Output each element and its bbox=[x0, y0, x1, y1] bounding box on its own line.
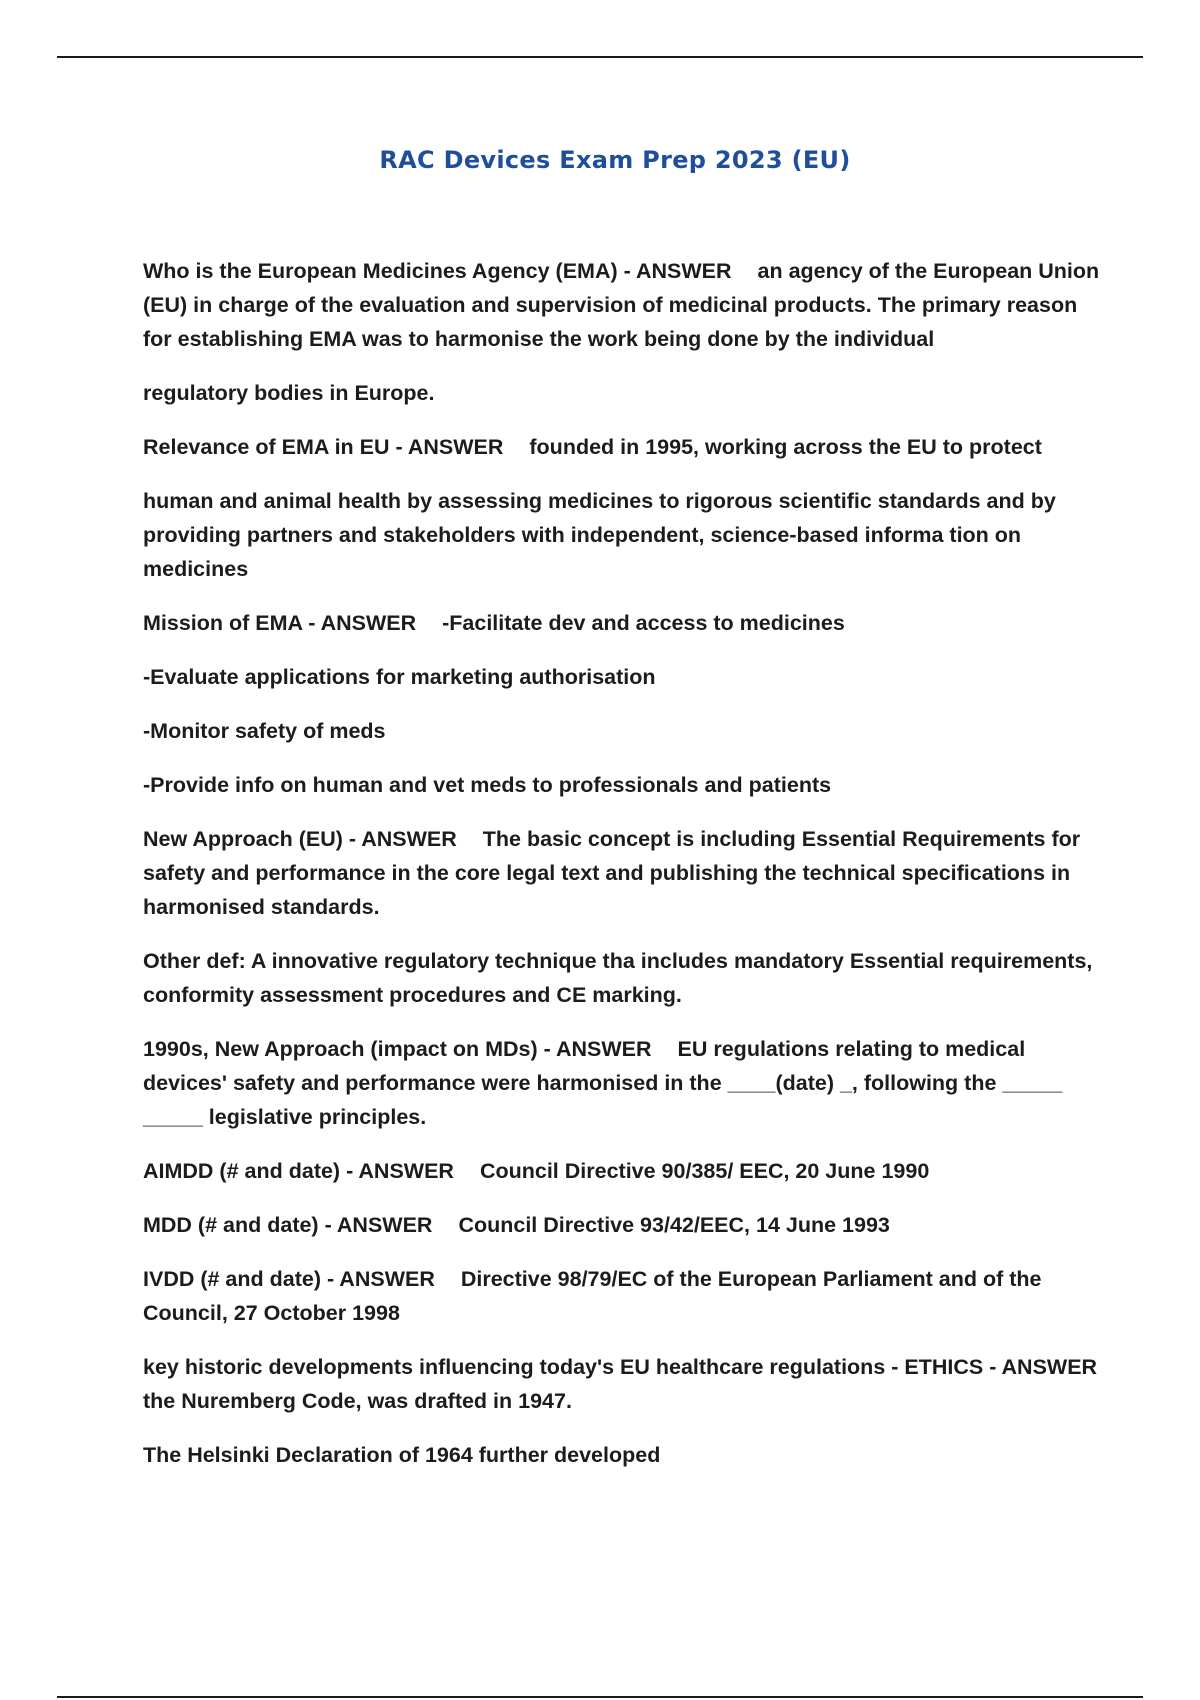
answer-text: -Monitor safety of meds bbox=[143, 719, 386, 743]
question-text: New Approach (EU) - ANSWER bbox=[143, 827, 457, 851]
answer-text: -Facilitate dev and access to medicines bbox=[442, 611, 845, 635]
question-text: 1990s, New Approach (impact on MDs) - ANSWER bbox=[143, 1037, 652, 1061]
continuation-paragraph bbox=[143, 484, 1103, 586]
continuation-paragraph bbox=[143, 376, 1103, 410]
answer-text: -Provide info on human and vet meds to professionals and patients bbox=[143, 773, 832, 797]
footer-rule bbox=[57, 1696, 1143, 1698]
qa-paragraph bbox=[143, 1208, 1103, 1242]
answer-text: Directive 98/79/EC of the European Parliament and of the Council, 27 October 1998 bbox=[143, 1267, 1042, 1325]
qa-paragraph bbox=[143, 1032, 1103, 1134]
answer-text: -Evaluate applications for marketing authorisation bbox=[143, 665, 656, 689]
answer-text: an agency of the European Union (EU) in charge of the evaluation and supervision of medicinal products. The primary reason for establishing EMA was to harmonise the work being done by the individual bbox=[143, 259, 1100, 351]
answer-text: Other def: A innovative regulatory technique tha includes mandatory Essential requirements, conformity assessment procedures and CE marking. bbox=[143, 949, 1093, 1007]
answer-text: EU regulations relating to medical devices' safety and performance were harmonised in the ____(date) _, following the _____ _____ legislative principles. bbox=[143, 1037, 1063, 1129]
question-text: Who is the European Medicines Agency (EMA) - ANSWER bbox=[143, 259, 732, 283]
answer-text: human and animal health by assessing medicines to rigorous scientific standards and by providing partners and stakeholders with independent, science-based informa tion on medicines bbox=[143, 489, 1056, 581]
qa-paragraph bbox=[143, 1154, 1103, 1188]
answer-text: The Helsinki Declaration of 1964 further developed bbox=[143, 1443, 661, 1467]
header-rule bbox=[57, 56, 1143, 58]
document-title: RAC Devices Exam Prep 2023 (EU) bbox=[379, 146, 851, 174]
answer-text: Council Directive 93/42/EEC, 14 June 1993 bbox=[458, 1213, 890, 1237]
question-text: Relevance of EMA in EU - ANSWER bbox=[143, 435, 504, 459]
qa-paragraph bbox=[143, 254, 1103, 356]
qa-paragraph bbox=[143, 606, 1103, 640]
continuation-paragraph bbox=[143, 944, 1103, 1012]
answer-text: Council Directive 90/385/ EEC, 20 June 1990 bbox=[479, 1159, 930, 1183]
qa-paragraph bbox=[143, 430, 1103, 464]
answer-text: regulatory bodies in Europe. bbox=[143, 381, 435, 405]
answer-text: The basic concept is including Essential Requirements for safety and performance in the core legal text and publishing the technical specifications in harmonised standards. bbox=[143, 827, 1081, 919]
continuation-paragraph bbox=[143, 660, 1103, 694]
document-body bbox=[143, 254, 1103, 1492]
question-text: AIMDD (# and date) - ANSWER bbox=[143, 1159, 454, 1183]
question-text: Mission of EMA - ANSWER bbox=[143, 611, 417, 635]
continuation-paragraph bbox=[143, 1438, 1103, 1472]
qa-paragraph bbox=[143, 1262, 1103, 1330]
question-text: MDD (# and date) - ANSWER bbox=[143, 1213, 433, 1237]
answer-text: founded in 1995, working across the EU to protect bbox=[529, 435, 1042, 459]
question-text: key historic developments influencing today's EU healthcare regulations - ETHICS - ANSWER bbox=[143, 1355, 1098, 1379]
question-text: IVDD (# and date) - ANSWER bbox=[143, 1267, 435, 1291]
qa-paragraph bbox=[143, 822, 1103, 924]
answer-text: the Nuremberg Code, was drafted in 1947. bbox=[143, 1389, 572, 1413]
qa-paragraph bbox=[143, 1350, 1103, 1418]
continuation-paragraph bbox=[143, 714, 1103, 748]
continuation-paragraph bbox=[143, 768, 1103, 802]
